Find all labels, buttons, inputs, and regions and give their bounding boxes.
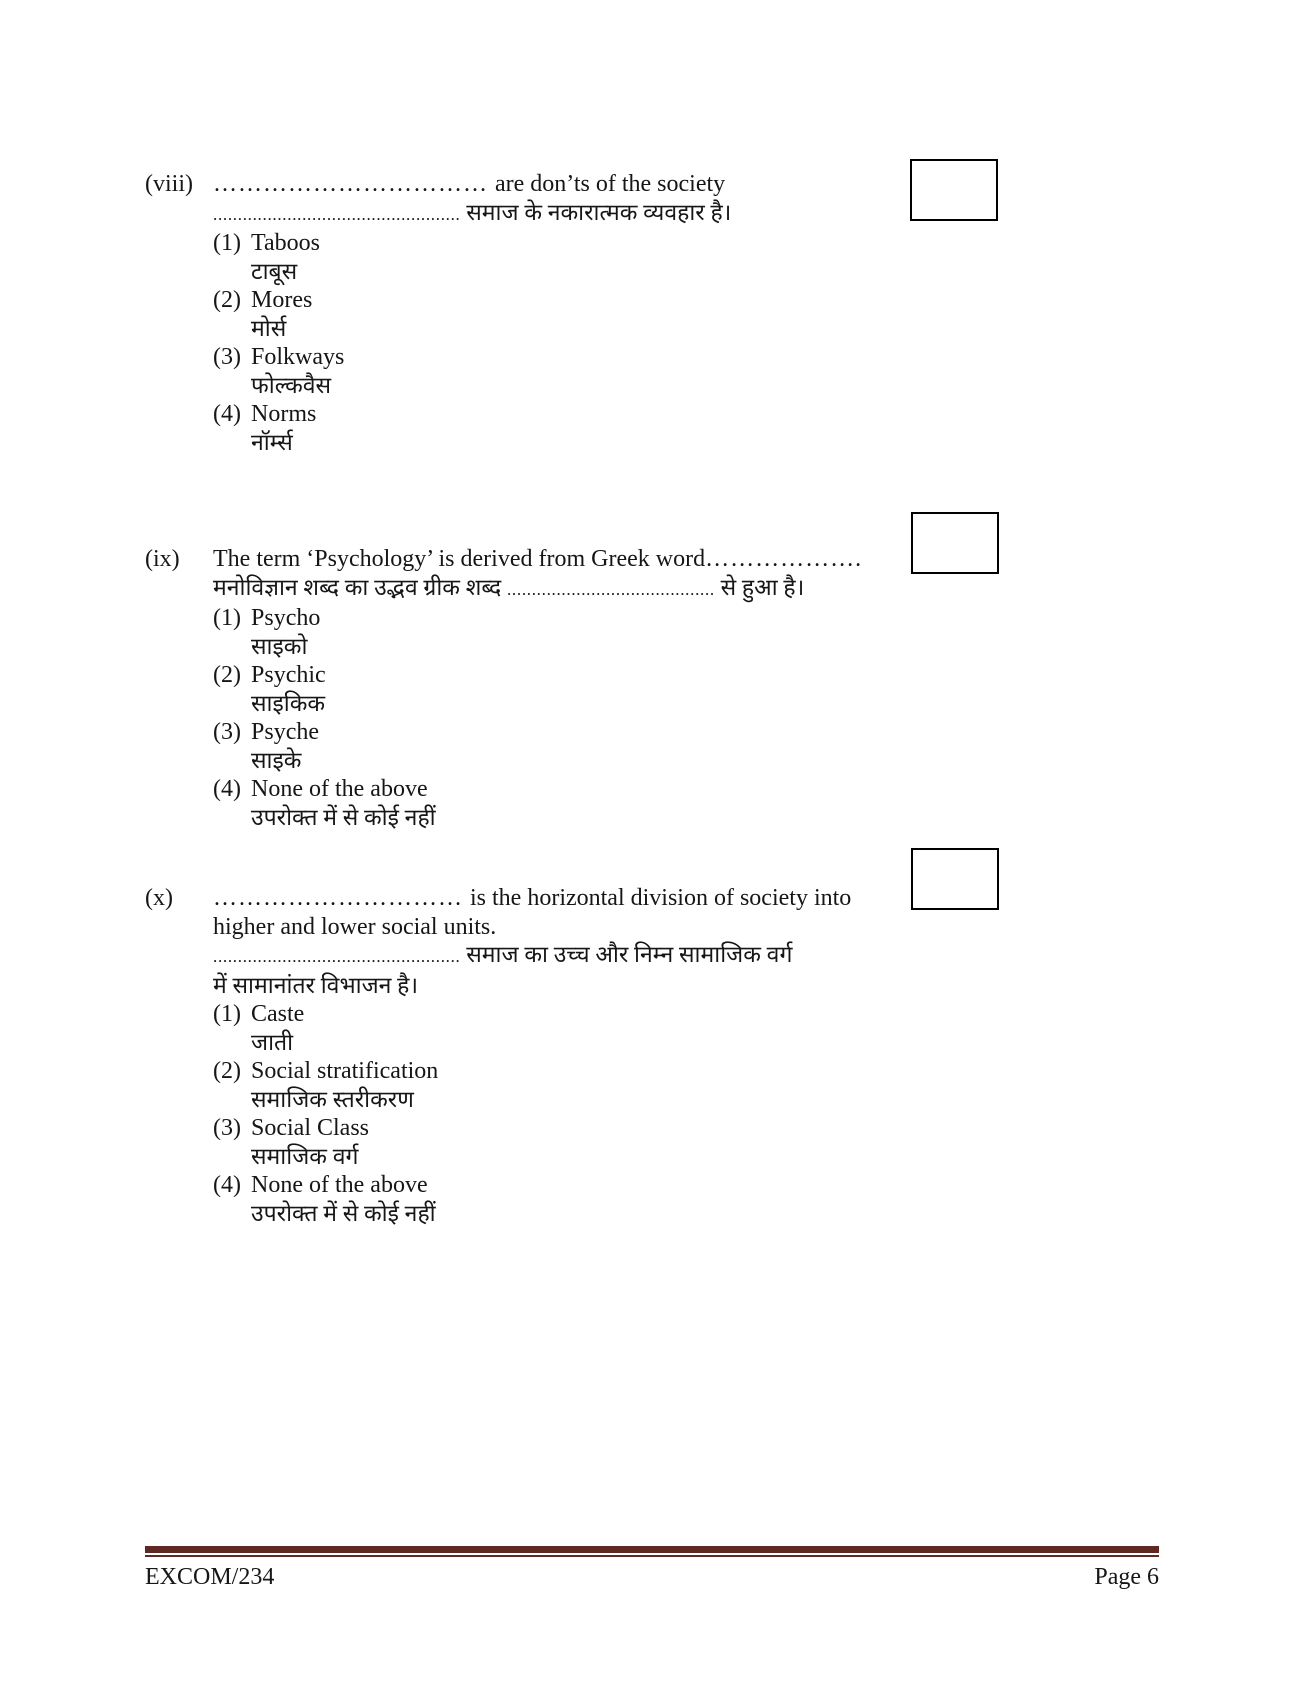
question-prompt-line xyxy=(213,884,945,913)
option-text-hindi: साइको xyxy=(251,633,308,659)
question-prompt-line xyxy=(213,170,945,199)
option-3 xyxy=(213,1114,945,1143)
option-text-hindi: उपरोक्त में से कोई नहीं xyxy=(251,804,436,830)
option-text-hindi: टाबूस xyxy=(251,258,298,284)
option-1 xyxy=(213,229,945,258)
option-number: (3) xyxy=(213,1115,241,1141)
option-text-hindi: जाती xyxy=(251,1029,294,1055)
option-text-english: Psycho xyxy=(251,605,321,631)
footer-paper-code: EXCOM/234 xyxy=(145,1564,275,1590)
option-text-english: Social stratification xyxy=(251,1058,439,1084)
page-footer xyxy=(145,1546,1159,1590)
question-number: (viii) xyxy=(145,171,193,197)
option-text-hindi: फोल्कवैस xyxy=(251,372,332,398)
prompt-text: is the horizontal division of society into xyxy=(470,885,852,911)
footer-page-number: Page 6 xyxy=(1094,1564,1159,1590)
question-prompt-line xyxy=(213,199,945,230)
prompt-text: समाज के नकारात्मक व्यवहार है। xyxy=(460,199,732,225)
answer-box-viii xyxy=(910,159,998,221)
option-2 xyxy=(213,661,945,690)
option-text-hindi: साइकिक xyxy=(251,690,326,716)
option-number: (2) xyxy=(213,287,241,313)
blank-dotted-line: .................................................. xyxy=(213,204,461,224)
option-number: (1) xyxy=(213,1001,241,1027)
prompt-text: से हुआ है। xyxy=(714,574,805,600)
question-number: (x) xyxy=(145,885,173,911)
question-prompt-line xyxy=(213,913,945,942)
option-text-english: Caste xyxy=(251,1001,305,1027)
option-4 xyxy=(213,1171,945,1200)
option-number: (4) xyxy=(213,1172,241,1198)
question-number: (ix) xyxy=(145,546,180,572)
option-text-hindi: मोर्स xyxy=(251,315,287,341)
option-number: (1) xyxy=(213,605,241,631)
option-text-hindi: नॉर्म्स xyxy=(251,429,293,455)
footer-rule-thin xyxy=(145,1555,1159,1557)
option-text-english: Mores xyxy=(251,287,313,313)
questions-container xyxy=(145,170,945,1228)
option-4 xyxy=(213,775,945,804)
option-number: (3) xyxy=(213,344,241,370)
option-4 xyxy=(213,400,945,429)
option-text-english: Taboos xyxy=(251,230,320,256)
prompt-text: The term ‘Psychology’ is derived from Greek word xyxy=(213,546,706,572)
blank-dotted-line: .......................................... xyxy=(506,579,715,599)
question-viii xyxy=(145,170,945,457)
option-number: (1) xyxy=(213,230,241,256)
question-body xyxy=(213,170,945,457)
option-text-english: Social Class xyxy=(251,1115,369,1141)
blank-dotted-line: ………………………… xyxy=(213,885,470,911)
answer-box-x xyxy=(911,848,999,910)
option-3 xyxy=(213,718,945,747)
question-body xyxy=(213,545,945,832)
blank-dotted-line: …………………………… xyxy=(213,171,495,197)
option-number: (2) xyxy=(213,662,241,688)
option-text-english: None of the above xyxy=(251,1172,428,1198)
prompt-text: higher and lower social units. xyxy=(213,913,497,940)
question-x xyxy=(145,884,945,1228)
option-text-hindi: समाजिक वर्ग xyxy=(251,1143,359,1169)
prompt-text: में सामानांतर विभाजन है। xyxy=(213,972,419,998)
option-1 xyxy=(213,604,945,633)
option-text-english: Psychic xyxy=(251,662,326,688)
option-2 xyxy=(213,1057,945,1086)
question-prompt-line xyxy=(213,972,945,1001)
question-ix xyxy=(145,545,945,832)
prompt-text: are don’ts of the society xyxy=(495,171,726,197)
option-text-hindi: उपरोक्त में से कोई नहीं xyxy=(251,1200,436,1226)
answer-box-ix xyxy=(911,512,999,574)
option-text-english: Norms xyxy=(251,401,317,427)
option-text-english: None of the above xyxy=(251,776,428,802)
blank-dotted-line: ………………. xyxy=(705,546,863,572)
option-number: (2) xyxy=(213,1058,241,1084)
question-prompt-line xyxy=(213,941,945,972)
option-text-english: Psyche xyxy=(251,719,319,745)
option-text-english: Folkways xyxy=(251,344,345,370)
option-text-hindi: साइके xyxy=(251,747,302,773)
option-number: (4) xyxy=(213,401,241,427)
question-prompt-line xyxy=(213,545,945,574)
option-number: (4) xyxy=(213,776,241,802)
footer-rule-thick xyxy=(145,1546,1159,1553)
prompt-text: मनोविज्ञान शब्द का उद्भव ग्रीक शब्द xyxy=(213,574,507,600)
option-number: (3) xyxy=(213,719,241,745)
blank-dotted-line: .................................................. xyxy=(213,947,461,966)
prompt-text: समाज का उच्च और निम्न सामाजिक वर्ग xyxy=(460,942,793,967)
question-body xyxy=(213,884,945,1228)
option-text-hindi: समाजिक स्तरीकरण xyxy=(251,1086,414,1112)
option-1 xyxy=(213,1000,945,1029)
question-prompt-line xyxy=(213,574,945,605)
option-2 xyxy=(213,286,945,315)
option-3 xyxy=(213,343,945,372)
